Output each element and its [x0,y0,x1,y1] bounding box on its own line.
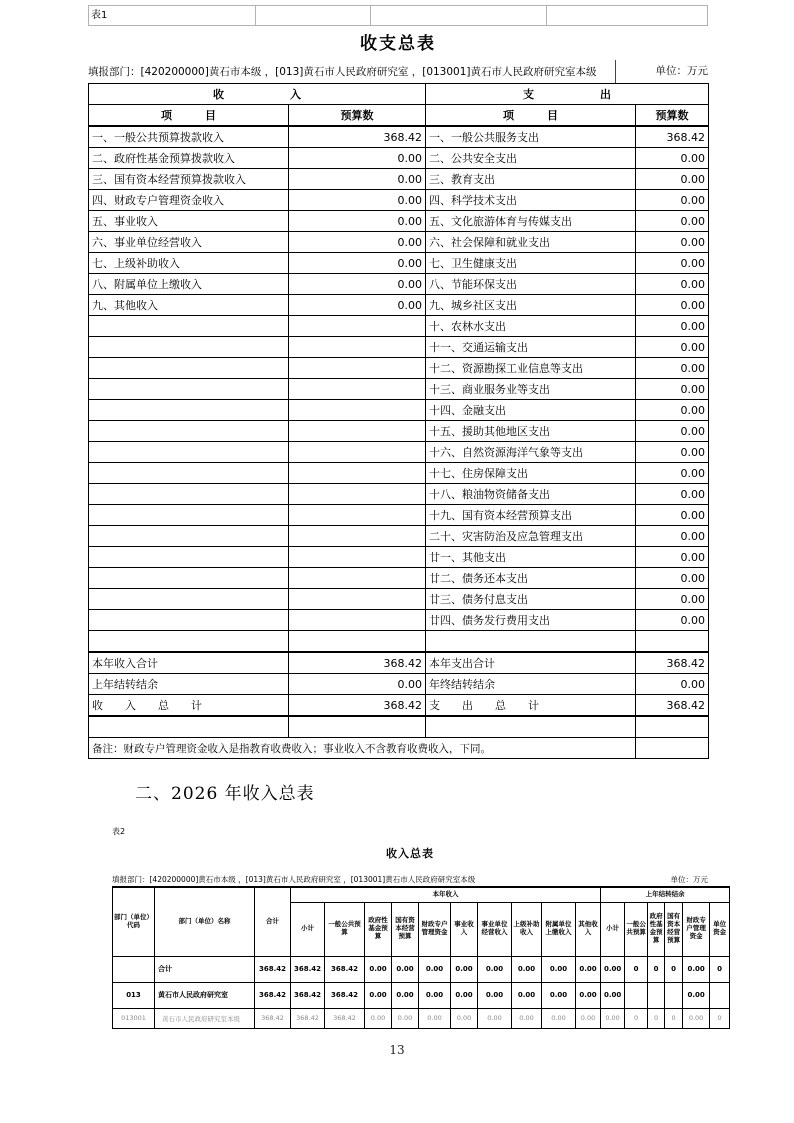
expense-value-cell: 0.00 [636,316,709,337]
expense-item-cell: 十九、国有资本经营预算支出 [426,505,636,526]
table-row [89,358,709,379]
income-value-cell [289,463,426,484]
expense-value-cell: 0.00 [636,295,709,316]
income-item-cell: 六、事业单位经营收入 [89,232,289,253]
expense-item-cell: 十三、商业服务业等支出 [426,379,636,400]
income-item-cell: 上年结转结余 [89,674,289,695]
table-row [89,547,709,568]
income-detail-table [112,886,730,1029]
value-cell: 0.00 [419,1008,451,1028]
table2-subheader-cell: 其他收入 [576,902,601,956]
expense-item-cell: 九、城乡社区支出 [426,295,636,316]
value-cell: 0.00 [365,982,392,1008]
value-cell: 0.00 [683,982,710,1008]
expense-value-cell [636,631,709,653]
expense-value-cell: 0.00 [636,337,709,358]
income-item-cell [89,316,289,337]
dept-code-cell: 013 [113,982,155,1008]
value-cell: 368.42 [255,956,291,982]
expense-value-cell: 0.00 [636,463,709,484]
dept-name-cell: 黄石市人民政府研究室 [155,982,255,1008]
value-cell: 0.00 [576,982,601,1008]
expense-item-cell: 三、教育支出 [426,169,636,190]
table1-label-spacer [256,6,371,25]
table2-subheader-cell: 财政专户管理资金 [419,902,451,956]
table-row [89,421,709,442]
value-cell: 0.00 [512,1008,542,1028]
income-value-cell: 368.42 [289,126,426,148]
table1-label-spacer [371,6,547,25]
expense-item-cell: 七、卫生健康支出 [426,253,636,274]
value-cell: 0 [665,956,683,982]
income-item-cell: 八、附属单位上缴收入 [89,274,289,295]
table2-subheader-cell: 政府性基金预算 [365,902,392,956]
value-cell: 0.00 [576,956,601,982]
table-row [113,1008,730,1028]
table-row [113,956,730,982]
section-heading: 二、2026 年收入总表 [135,784,315,804]
value-cell: 0.00 [365,1008,392,1028]
value-cell: 0.00 [365,956,392,982]
table2-subheader-cell: 附属单位上缴收入 [542,902,576,956]
expense-item-cell: 十七、住房保障支出 [426,463,636,484]
value-cell: 368.42 [291,956,325,982]
table-row [89,253,709,274]
income-item-cell [89,589,289,610]
income-item-cell: 三、国有资本经营预算拨款收入 [89,169,289,190]
expense-item-cell: 五、文化旅游体育与传媒支出 [426,211,636,232]
expense-value-cell: 0.00 [636,568,709,589]
expense-value-cell: 0.00 [636,589,709,610]
income-item-header: 项 目 [89,105,289,127]
expense-item-cell: 四、科学技术支出 [426,190,636,211]
income-budget-header: 预算数 [289,105,426,127]
expense-value-cell: 0.00 [636,253,709,274]
income-value-cell [289,526,426,547]
expense-value-cell: 0.00 [636,379,709,400]
expense-item-cell: 廿三、债务付息支出 [426,589,636,610]
table-row-carryover [89,674,709,695]
table2-subheader-cell: 单位资金 [710,902,730,956]
value-cell: 0.00 [478,956,512,982]
table2-subheader-cell: 上级补助收入 [512,902,542,956]
table-row [89,274,709,295]
table-row [89,232,709,253]
expense-item-cell: 十一、交通运输支出 [426,337,636,358]
expense-item-cell: 六、社会保障和就业支出 [426,232,636,253]
income-item-cell: 九、其他收入 [89,295,289,316]
expense-value-cell: 0.00 [636,484,709,505]
expense-item-cell: 一、一般公共服务支出 [426,126,636,148]
table2-subheader-cell: 国有资本经营预算 [665,902,683,956]
filing-dept-text: 填报部门：[420200000]黄石市本级 ，[013]黄石市人民政府研究室 ，[013001]黄石市人民政府研究室本级 [112,875,476,884]
expense-budget-header: 预算数 [636,105,709,127]
income-item-cell [89,379,289,400]
income-item-cell: 四、财政专户管理资金收入 [89,190,289,211]
expense-value-cell: 368.42 [636,652,709,674]
income-item-cell [89,526,289,547]
income-item-cell [89,421,289,442]
income-value-cell [289,484,426,505]
table-row [89,126,709,148]
current-year-income-group-header: 本年收入 [291,887,601,902]
income-item-cell [89,337,289,358]
table-row [89,316,709,337]
value-cell: 0.00 [512,956,542,982]
table-row-grand-total [89,695,709,717]
table2-filing-dept-row [112,874,708,885]
value-cell: 368.42 [325,982,365,1008]
value-cell: 368.42 [325,1008,365,1028]
expense-value-cell: 0.00 [636,274,709,295]
income-item-cell [89,631,289,653]
table-row [89,400,709,421]
summary-table-section [88,5,708,759]
income-value-cell [289,442,426,463]
income-value-cell [289,631,426,653]
value-cell: 0.00 [392,956,419,982]
table2-label: 表2 [112,827,126,836]
expense-value-cell: 0.00 [636,211,709,232]
dept-name-cell: 黄石市人民政府研究室本级 [155,1008,255,1028]
table1-label-row [88,5,708,26]
expense-item-cell: 本年支出合计 [426,652,636,674]
income-value-cell [289,610,426,631]
table-row [89,463,709,484]
value-cell [648,982,665,1008]
table-row [89,610,709,631]
value-cell: 0.00 [478,982,512,1008]
table2-subheader-cell: 政府性基金预算 [648,902,665,956]
unit-text: 单位：万元 [615,60,708,83]
expense-value-cell: 0.00 [636,442,709,463]
filing-dept-text: 填报部门：[420200000]黄石市本级 ，[013]黄石市人民政府研究室 ，[013001]黄石市人民政府研究室本级 [88,66,597,78]
value-cell: 0.00 [601,1008,625,1028]
expense-value-cell: 0.00 [636,400,709,421]
expense-item-cell: 十八、粮油物资储备支出 [426,484,636,505]
table-row [89,505,709,526]
income-value-cell [289,589,426,610]
value-cell: 0.00 [601,956,625,982]
expense-item-cell: 廿一、其他支出 [426,547,636,568]
dept-code-cell: 013001 [113,1008,155,1028]
income-value-cell: 368.42 [289,695,426,717]
value-cell: 368.42 [325,956,365,982]
income-item-cell: 一、一般公共预算拨款收入 [89,126,289,148]
expense-value-cell: 0.00 [636,232,709,253]
value-cell: 0.00 [392,1008,419,1028]
expense-value-cell: 0.00 [636,169,709,190]
table2-group-header [113,887,730,902]
income-value-cell: 0.00 [289,211,426,232]
table1-label: 表1 [89,6,256,25]
value-cell: 368.42 [291,1008,325,1028]
expense-value-cell: 0.00 [636,547,709,568]
income-value-cell [289,358,426,379]
table2-subheader-cell: 财政专户管理资金 [683,902,710,956]
income-value-cell: 0.00 [289,232,426,253]
table2-subheader-cell: 小计 [291,902,325,956]
table2-subheader-cell: 国有资本经营预算 [392,902,419,956]
expense-item-cell: 二十、灾害防治及应急管理支出 [426,526,636,547]
income-item-cell: 二、政府性基金预算拨款收入 [89,148,289,169]
value-cell: 0.00 [683,1008,710,1028]
dept-name-cell: 合计 [155,956,255,982]
value-cell: 0 [710,1008,730,1028]
value-cell: 0.00 [542,956,576,982]
table-row [89,337,709,358]
expense-item-cell: 二、公共安全支出 [426,148,636,169]
value-cell: 0.00 [451,982,478,1008]
table2-subheader-cell: 事业单位经营收入 [478,902,512,956]
income-item-cell [89,610,289,631]
table-row [89,526,709,547]
carryover-group-header: 上年结转结余 [601,887,730,902]
table-row [89,442,709,463]
expense-item-header: 项 目 [426,105,636,127]
value-cell: 0.00 [542,1008,576,1028]
table1-filing-dept-row [88,60,708,83]
expense-item-cell: 十五、援助其他地区支出 [426,421,636,442]
income-item-cell: 五、事业收入 [89,211,289,232]
table2-subheader-cell: 事业收入 [451,902,478,956]
value-cell: 0.00 [419,956,451,982]
expense-item-cell: 支 出 总 计 [426,695,636,717]
value-cell: 0 [625,1008,648,1028]
income-value-cell [289,316,426,337]
value-cell: 0 [648,1008,665,1028]
expense-item-cell: 十四、金融支出 [426,400,636,421]
income-item-cell [89,505,289,526]
expense-value-cell: 368.42 [636,695,709,717]
table-row [89,379,709,400]
value-cell: 0 [648,956,665,982]
expense-value-cell: 368.42 [636,126,709,148]
value-cell: 368.42 [291,982,325,1008]
income-value-cell [289,505,426,526]
expense-value-cell: 0.00 [636,526,709,547]
table-row [89,169,709,190]
expense-value-cell: 0.00 [636,610,709,631]
income-value-cell: 368.42 [289,652,426,674]
table1-column-header [89,105,709,127]
income-value-cell [289,568,426,589]
empty-cell [289,716,426,738]
income-value-cell: 0.00 [289,190,426,211]
table-row [89,589,709,610]
table-row-empty [89,716,709,738]
expense-value-cell: 0.00 [636,674,709,695]
value-cell: 0 [710,956,730,982]
dept-code-cell [113,956,155,982]
table-row-total-current-year [89,652,709,674]
income-item-cell: 本年收入合计 [89,652,289,674]
table1-label-spacer [547,6,707,25]
expense-item-cell: 十二、资源勘探工业信息等支出 [426,358,636,379]
expense-value-cell: 0.00 [636,505,709,526]
income-item-cell [89,463,289,484]
income-value-cell: 0.00 [289,169,426,190]
income-value-cell: 0.00 [289,295,426,316]
page-number: 13 [389,1043,405,1057]
table2-title: 收入总表 [386,847,434,860]
value-cell: 0.00 [478,1008,512,1028]
income-item-cell: 收 入 总 计 [89,695,289,717]
table-row [89,148,709,169]
income-value-cell: 0.00 [289,253,426,274]
value-cell: 0.00 [576,1008,601,1028]
expense-value-cell: 0.00 [636,190,709,211]
value-cell: 368.42 [255,1008,291,1028]
dept-code-header: 部门（单位）代码 [113,887,155,956]
table-row [89,190,709,211]
value-cell: 0.00 [601,982,625,1008]
income-table-section [112,826,727,1029]
expense-item-cell: 十六、自然资源海洋气象等支出 [426,442,636,463]
value-cell [625,982,648,1008]
income-item-cell [89,484,289,505]
table2-subheader-cell: 一般公共预算 [325,902,365,956]
income-value-cell [289,400,426,421]
expense-item-cell: 十、农林水支出 [426,316,636,337]
income-value-cell [289,337,426,358]
income-value-cell [289,547,426,568]
total-header: 合计 [255,887,291,956]
table2-subheader-cell: 一般公共预算 [625,902,648,956]
income-value-cell [289,421,426,442]
income-item-cell: 七、上级补助收入 [89,253,289,274]
income-group-header: 收 入 [89,84,426,105]
value-cell: 0.00 [542,982,576,1008]
value-cell: 0.00 [512,982,542,1008]
value-cell: 0.00 [451,1008,478,1028]
expense-group-header: 支 出 [426,84,709,105]
empty-cell [426,716,636,738]
income-value-cell: 0.00 [289,148,426,169]
table-row [89,631,709,653]
income-value-cell [289,379,426,400]
table-row [89,295,709,316]
income-item-cell [89,442,289,463]
table1-group-header [89,84,709,105]
table-row [89,484,709,505]
value-cell: 0.00 [419,982,451,1008]
empty-cell [636,716,709,738]
table-row [89,211,709,232]
value-cell [665,982,683,1008]
value-cell: 0.00 [451,956,478,982]
table-row-note [89,738,709,759]
dept-name-header: 部门（单位）名称 [155,887,255,956]
value-cell: 0.00 [392,982,419,1008]
table1-title: 收支总表 [360,34,436,54]
table-row [89,568,709,589]
expense-item-cell: 八、节能环保支出 [426,274,636,295]
expense-value-cell: 0.00 [636,148,709,169]
table-row [113,982,730,1008]
note-text: 备注：财政专户管理资金收入是指教育收费收入；事业收入不含教育收费收入，下同。 [89,738,636,759]
expense-item-cell: 廿二、债务还本支出 [426,568,636,589]
income-expense-table [88,83,709,759]
expense-value-cell: 0.00 [636,421,709,442]
unit-text: 单位：万元 [670,875,708,884]
empty-cell [636,738,709,759]
expense-item-cell: 廿四、债务发行费用支出 [426,610,636,631]
table2-subheader-cell: 小计 [601,902,625,956]
empty-cell [89,716,289,738]
income-item-cell [89,568,289,589]
expense-item-cell: 年终结转结余 [426,674,636,695]
value-cell: 0.00 [683,956,710,982]
value-cell [710,982,730,1008]
value-cell: 0 [625,956,648,982]
income-item-cell [89,358,289,379]
value-cell: 368.42 [255,982,291,1008]
income-value-cell: 0.00 [289,274,426,295]
value-cell: 0 [665,1008,683,1028]
income-item-cell [89,400,289,421]
income-value-cell: 0.00 [289,674,426,695]
expense-value-cell: 0.00 [636,358,709,379]
expense-item-cell [426,631,636,653]
income-item-cell [89,547,289,568]
